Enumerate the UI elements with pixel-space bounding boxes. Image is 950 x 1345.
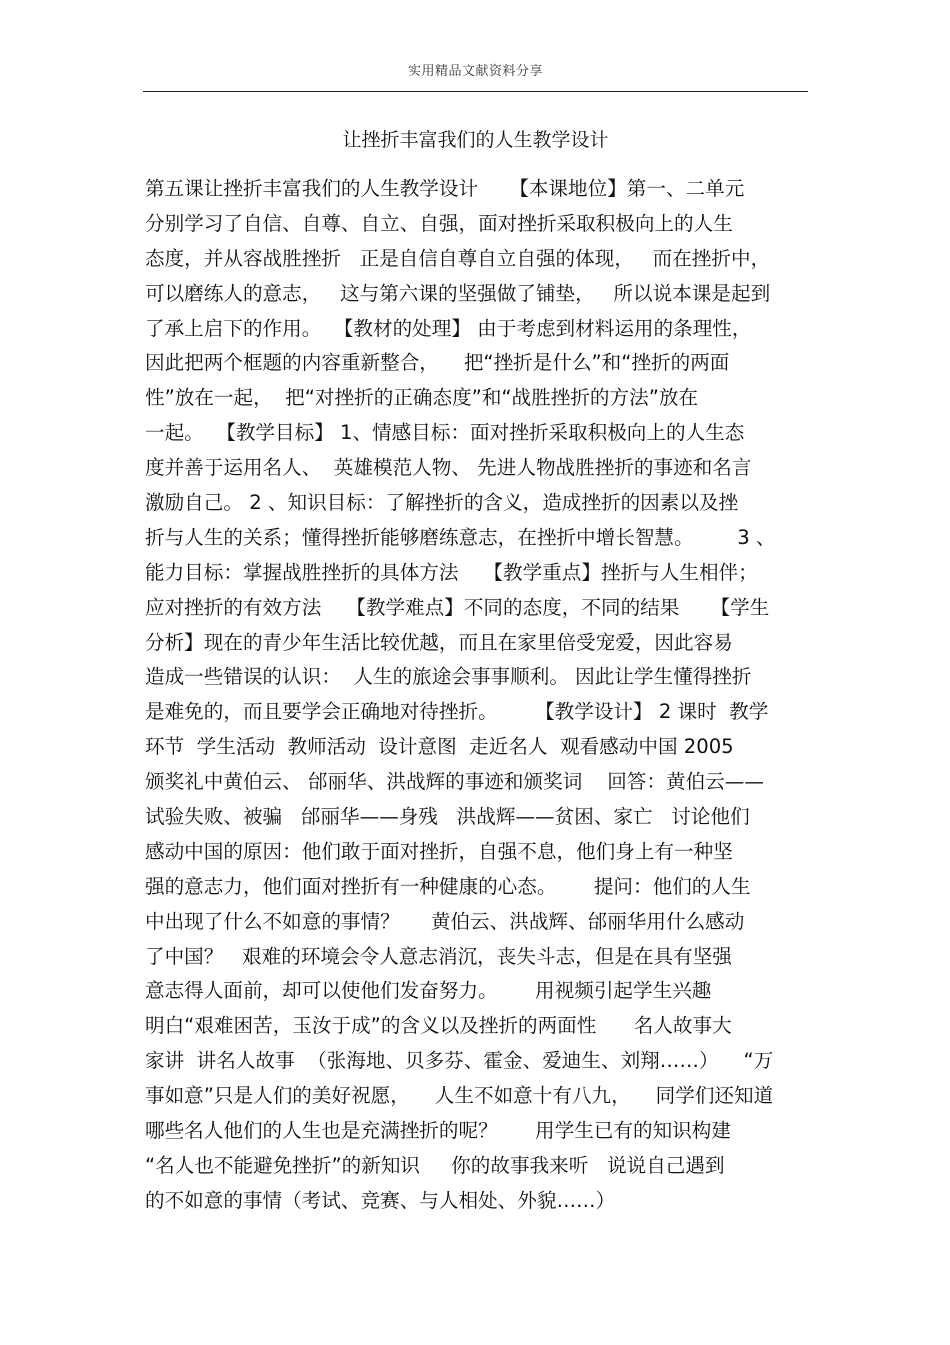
header-divider [143, 91, 808, 92]
body-line: 态度，并从容战胜挫折 正是自信自尊自立自强的体现， 而在挫折中， [145, 246, 771, 270]
body-line: 事如意”只是人们的美好祝愿， 人生不如意十有八九， 同学们还知道 [145, 1084, 774, 1108]
body-line: 哪些名人他们的人生也是充满挫折的呢？ 用学生已有的知识构建 [145, 1119, 731, 1143]
document-title: 让挫折丰富我们的人生教学设计 [342, 129, 609, 151]
body-line: 家讲 讲名人故事 （张海地、贝多芬、霍金、爱迪生、刘翔……） “万 [145, 1049, 774, 1073]
body-line: 颁奖礼中黄伯云、 邰丽华、洪战辉的事迹和颁奖词 回答：黄伯云—— [145, 770, 764, 794]
body-line: 是难免的，而且要学会正确地对待挫折。 【教学设计】 2 课时 教学 [145, 700, 769, 724]
body-line: 分析】现在的青少年生活比较优越，而且在家里倍受宠爱，因此容易 [145, 630, 733, 654]
body-line: 了中国？ 艰难的环境会令人意志消沉，丧失斗志，但是在具有坚强 [145, 944, 732, 968]
body-line: “名人也不能避免挫折”的新知识 你的故事我来听 说说自己遇到 [145, 1153, 725, 1177]
body-line: 意志得人面前，却可以使他们发奋努力。 用视频引起学生兴趣 [145, 979, 712, 1003]
body-line: 环节 学生活动 教师活动 设计意图 走近名人 观看感动中国 2005 [145, 735, 734, 759]
body-line: 折与人生的关系；懂得挫折能够磨练意志，在挫折中增长智慧。 3 、 [145, 525, 776, 549]
body-line: 强的意志力，他们面对挫折有一种健康的心态。 提问：他们的人生 [145, 874, 751, 898]
body-line: 第五课让挫折丰富我们的人生教学设计 【本课地位】第一、二单元 [145, 177, 745, 200]
body-line: 因此把两个框题的内容重新整合， 把“挫折是什么”和“挫折的两面 [145, 351, 730, 375]
body-line: 造成一些错误的认识： 人生的旅途会事事顺利。 因此让学生懂得挫折 [145, 665, 752, 689]
body-line: 试验失败、被骗 邰丽华——身残 洪战辉——贫困、家亡 讨论他们 [145, 805, 750, 829]
body-line: 了承上启下的作用。 【教材的处理】 由于考虑到材料运用的条理性， [145, 316, 752, 340]
body-line: 可以磨练人的意志， 这与第六课的坚强做了铺垫， 所以说本课是起到 [145, 281, 771, 305]
body-line: 分别学习了自信、自尊、自立、自强，面对挫折采取积极向上的人生 [145, 211, 733, 235]
body-line: 的不如意的事情（考试、竞赛、与人相处、外貌……） [145, 1188, 616, 1212]
body-line: 性”放在一起， 把“对挫折的正确态度”和“战胜挫折的方法”放在 [145, 386, 699, 410]
page-header: 实用精品文献资料分享 [407, 64, 543, 79]
body-line: 激励自己。 2 、知识目标：了解挫折的含义，造成挫折的因素以及挫 [145, 491, 739, 515]
document-body [145, 172, 810, 1219]
body-line: 一起。 【教学目标】 1、情感目标：面对挫折采取积极向上的人生态 [145, 421, 745, 445]
body-line: 应对挫折的有效方法 【教学难点】不同的态度，不同的结果 【学生 [145, 595, 770, 619]
body-line: 感动中国的原因：他们敢于面对挫折，自强不息，他们身上有一种坚 [145, 839, 733, 863]
body-line: 能力目标：掌握战胜挫折的具体方法 【教学重点】挫折与人生相伴； [145, 560, 758, 584]
body-line: 明白“艰难困苦，玉汝于成”的含义以及挫折的两面性 名人故事大 [145, 1014, 732, 1038]
body-line: 中出现了什么不如意的事情？ 黄伯云、洪战辉、邰丽华用什么感动 [145, 909, 745, 933]
body-line: 度并善于运用名人、 英雄模范人物、 先进人物战胜挫折的事迹和名言 [145, 456, 752, 480]
